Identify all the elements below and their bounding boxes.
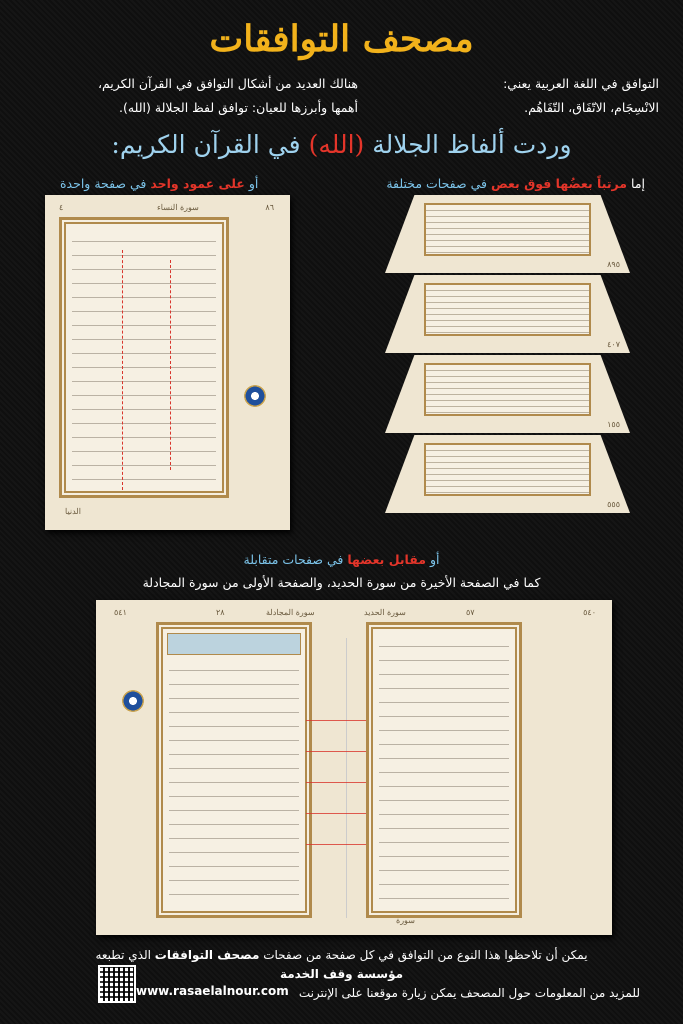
stacked-page-1 xyxy=(385,195,630,273)
stacked-page-number: ٤٠٧ xyxy=(607,340,620,349)
spread-image xyxy=(96,600,612,935)
rosette-ornament-icon xyxy=(244,385,266,407)
caption-facing-note: كما في الصفحة الأخيرة من سورة الحديد، والصفحة الأولى من سورة المجادلة xyxy=(142,575,541,590)
rosette-ornament-icon xyxy=(122,690,144,712)
intro-right-line2: الانْسِجَام، الاتّفَاق، التّفَاهُم. xyxy=(524,100,659,115)
caption-column-highlight: على عمود واحد xyxy=(150,176,245,191)
surah-header-banner xyxy=(167,633,301,655)
alignment-line xyxy=(170,260,171,470)
spread-right-frame xyxy=(366,622,522,918)
alignment-line xyxy=(122,250,123,490)
single-page-juz: ٤ xyxy=(59,203,64,212)
caption-column-pre: أو xyxy=(248,176,259,191)
footer-line1-bold: مصحف التوافقات xyxy=(154,948,260,962)
single-page-frame xyxy=(59,217,229,498)
footer-line2: مؤسسة وقف الخدمة xyxy=(279,967,404,981)
section-heading-allah: (الله) xyxy=(308,130,365,159)
spread-left-page-number: ٥٤١ xyxy=(114,608,127,617)
text-lines xyxy=(379,635,509,905)
caption-facing-pre: أو xyxy=(429,552,440,567)
caption-stacked-highlight: مرتباً بعضُها فوق بعض xyxy=(490,176,628,191)
spread-right-surah: سورة الحديد xyxy=(364,608,406,617)
section-heading-part2: في القرآن الكريم: xyxy=(111,130,301,159)
alignment-lines xyxy=(306,690,366,870)
spread-left-surah: سورة المجادلة xyxy=(266,608,315,617)
single-page-footer-word: الدنيا xyxy=(65,507,81,516)
footer-line1-pre: يمكن أن تلاحظوا هذا النوع من التوافق في كل صفحة من صفحات xyxy=(263,948,588,962)
spread-right-juz: ٥٧ xyxy=(466,608,475,617)
intro-left-line2: أهمها وأبرزها للعيان: توافق لفظ الجلالة (الله). xyxy=(119,100,358,115)
section-heading xyxy=(0,130,683,159)
spread-right-page-number: ٥٤٠ xyxy=(583,608,596,617)
website-link[interactable]: www.rasaelalnour.com xyxy=(136,984,289,998)
stacked-page-number: ٥٥٥ xyxy=(607,500,620,509)
stacked-page-number: ١٥٥ xyxy=(607,420,620,429)
caption-facing-post: في صفحات متقابلة xyxy=(243,552,344,567)
intro-right xyxy=(359,72,659,120)
single-page-surah: سورة النساء xyxy=(157,203,199,212)
caption-facing xyxy=(0,552,683,567)
caption-column xyxy=(60,176,258,191)
text-lines xyxy=(169,659,299,905)
intro-left-line1: هنالك العديد من أشكال التوافق في القرآن الكريم، xyxy=(97,76,358,91)
caption-column-post: في صفحة واحدة xyxy=(60,176,147,191)
footer-line3: للمزيد من المعلومات حول المصحف يمكن زيارة موقعنا على الإنترنت xyxy=(298,986,640,1000)
text-lines xyxy=(72,230,216,485)
footer-line1 xyxy=(0,946,683,964)
stacked-page-number: ٨٩٥ xyxy=(607,260,620,269)
single-page-image xyxy=(45,195,290,530)
footer-line1-post: الذي تطبعه xyxy=(95,948,151,962)
stacked-page-3 xyxy=(385,355,630,433)
qr-code-icon[interactable] xyxy=(98,965,136,1003)
caption-facing-highlight: مقابل بعضها xyxy=(347,552,426,567)
caption-stacked xyxy=(386,176,645,191)
single-page-number: ٨٦ xyxy=(265,203,274,212)
stacked-page-2 xyxy=(385,275,630,353)
section-heading-part1: وردت ألفاظ الجلالة xyxy=(372,130,572,159)
page-title: مصحف التوافقات xyxy=(209,18,474,60)
spread-footer-word: سورة xyxy=(396,916,415,925)
spread-left-juz: ٢٨ xyxy=(216,608,225,617)
caption-stacked-pre: إما xyxy=(631,176,645,191)
intro-right-line1: التوافق في اللغة العربية يعني: xyxy=(503,76,659,91)
caption-stacked-post: في صفحات مختلفة xyxy=(386,176,487,191)
stacked-page-4 xyxy=(385,435,630,513)
spread-left-frame xyxy=(156,622,312,918)
intro-left xyxy=(28,72,358,120)
